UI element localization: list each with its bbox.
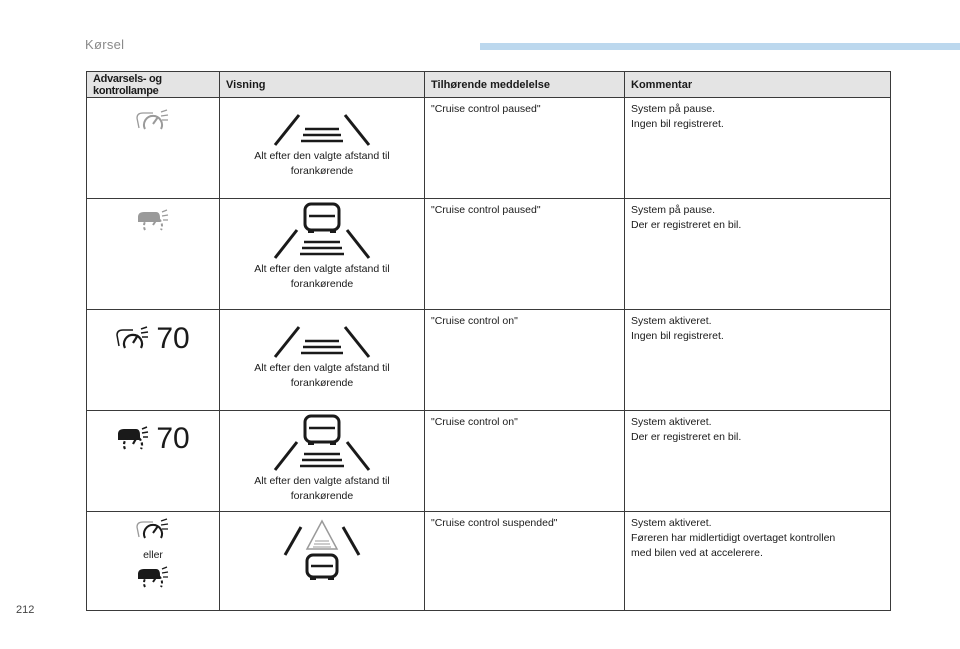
comment-line: Der er registreret en bil. <box>631 431 742 443</box>
cruise-gauge-car-icon <box>116 425 150 453</box>
section-title: Kørsel <box>85 37 125 52</box>
car-accelerating-icon <box>267 519 377 583</box>
road-lanes-icon <box>267 311 377 361</box>
or-label: eller <box>143 549 163 561</box>
table-row <box>87 411 891 512</box>
display-cell <box>220 310 425 411</box>
header-display: Visning <box>220 72 425 98</box>
set-speed-value: 70 <box>156 422 190 455</box>
lamp-cell <box>87 512 220 611</box>
cruise-gauge-car-gray-icon <box>136 565 170 591</box>
message-cell: "Cruise control paused" <box>425 199 625 310</box>
car-on-road-icon <box>267 412 377 474</box>
display-cell <box>220 411 425 512</box>
cruise-gauge-outline-gray-icon <box>136 108 170 134</box>
comment-line: System aktiveret. <box>631 315 712 327</box>
comment-line: med bilen ved at accelerere. <box>631 547 763 559</box>
message-cell: "Cruise control suspended" <box>425 512 625 611</box>
car-on-road-icon <box>267 200 377 262</box>
comment-cell <box>625 411 891 512</box>
comment-cell <box>625 310 891 411</box>
display-cell <box>220 199 425 310</box>
cruise-control-table <box>86 71 891 611</box>
comment-line: Ingen bil registreret. <box>631 330 724 342</box>
comment-line: Føreren har midlertidigt overtaget kontrollen <box>631 532 836 544</box>
lamp-cell <box>87 310 220 411</box>
display-caption: Alt efter den valgte afstand til forankørende <box>254 362 390 389</box>
message-cell: "Cruise control paused" <box>425 98 625 199</box>
lamp-cell <box>87 98 220 199</box>
lamp-cell <box>87 411 220 512</box>
table-header-row <box>87 72 891 98</box>
display-caption: Alt efter den valgte afstand til forankørende <box>254 475 390 502</box>
comment-cell <box>625 98 891 199</box>
display-cell <box>220 98 425 199</box>
set-speed-value: 70 <box>156 322 190 355</box>
page-number: 212 <box>16 604 35 616</box>
comment-cell <box>625 199 891 310</box>
lamp-cell <box>87 199 220 310</box>
comment-line: System aktiveret. <box>631 416 712 428</box>
message-cell: "Cruise control on" <box>425 310 625 411</box>
comment-cell <box>625 512 891 611</box>
comment-line: System på pause. <box>631 103 716 115</box>
comment-line: Ingen bil registreret. <box>631 118 724 130</box>
header-lamp: Advarsels- og kontrollampe <box>87 72 220 98</box>
table-row <box>87 98 891 199</box>
comment-line: System på pause. <box>631 204 716 216</box>
comment-line: Der er registreret en bil. <box>631 219 742 231</box>
display-cell <box>220 512 425 611</box>
display-caption: Alt efter den valgte afstand til forankørende <box>254 150 390 177</box>
header-accent-bar <box>480 43 960 50</box>
header-comment: Kommentar <box>625 72 891 98</box>
road-lanes-icon <box>267 99 377 149</box>
table-row <box>87 512 891 611</box>
cruise-gauge-car-gray-icon <box>136 208 170 234</box>
header-message: Tilhørende meddelelse <box>425 72 625 98</box>
table-row <box>87 310 891 411</box>
cruise-gauge-outline-gray-icon <box>136 517 170 543</box>
message-cell: "Cruise control on" <box>425 411 625 512</box>
comment-line: System aktiveret. <box>631 517 712 529</box>
table-row <box>87 199 891 310</box>
cruise-gauge-outline-icon <box>116 325 150 353</box>
display-caption: Alt efter den valgte afstand til forankørende <box>254 263 390 290</box>
